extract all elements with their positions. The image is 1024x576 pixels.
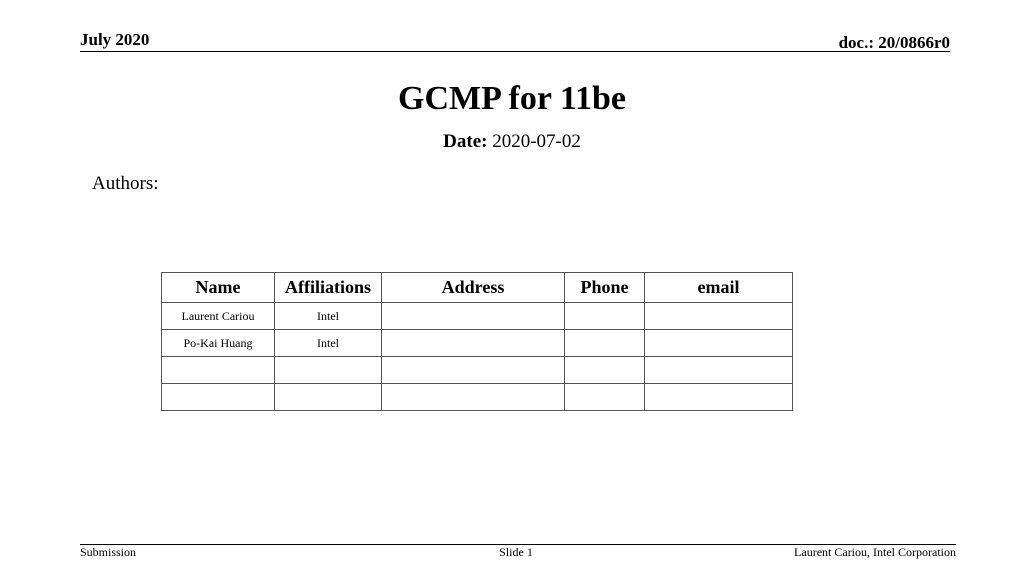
table-row xyxy=(162,330,793,357)
author-email-cell xyxy=(645,330,793,357)
author-email-cell xyxy=(645,303,793,330)
header-date: July 2020 xyxy=(80,30,150,49)
header-doc-number: doc.: 20/0866r0 xyxy=(838,33,950,52)
column-header-phone: Phone xyxy=(565,273,645,303)
slide-title: GCMP for 11be xyxy=(398,80,626,117)
author-affiliation-cell xyxy=(275,384,382,411)
author-name-cell xyxy=(162,357,275,384)
column-header-address: Address xyxy=(382,273,565,303)
date-value: 2020-07-02 xyxy=(492,131,581,152)
table-row xyxy=(162,357,793,384)
date-label: Date: xyxy=(443,131,488,152)
author-email-cell xyxy=(645,384,793,411)
author-phone-cell xyxy=(565,357,645,384)
author-address-cell xyxy=(382,303,565,330)
footer-slide-number: Slide 1 xyxy=(499,545,533,559)
author-name-cell: Po-Kai Huang xyxy=(162,330,275,357)
table-row xyxy=(162,303,793,330)
table-row xyxy=(162,384,793,411)
footer-author: Laurent Cariou, Intel Corporation xyxy=(794,545,956,559)
author-address-cell xyxy=(382,384,565,411)
authors-label: Authors: xyxy=(92,173,159,194)
author-affiliation-cell: Intel xyxy=(275,330,382,357)
author-name-cell xyxy=(162,384,275,411)
header-divider xyxy=(80,51,950,52)
author-name-cell: Laurent Cariou xyxy=(162,303,275,330)
author-phone-cell xyxy=(565,330,645,357)
author-affiliation-cell xyxy=(275,357,382,384)
column-header-name: Name xyxy=(162,273,275,303)
column-header-affiliations: Affiliations xyxy=(275,273,382,303)
slide-date xyxy=(0,131,1024,153)
author-phone-cell xyxy=(565,303,645,330)
author-phone-cell xyxy=(565,384,645,411)
author-email-cell xyxy=(645,357,793,384)
author-affiliation-cell: Intel xyxy=(275,303,382,330)
authors-table xyxy=(161,272,793,411)
table-header-row xyxy=(162,273,793,303)
footer-submission: Submission xyxy=(80,545,137,559)
author-address-cell xyxy=(382,357,565,384)
author-address-cell xyxy=(382,330,565,357)
column-header-email: email xyxy=(645,273,793,303)
